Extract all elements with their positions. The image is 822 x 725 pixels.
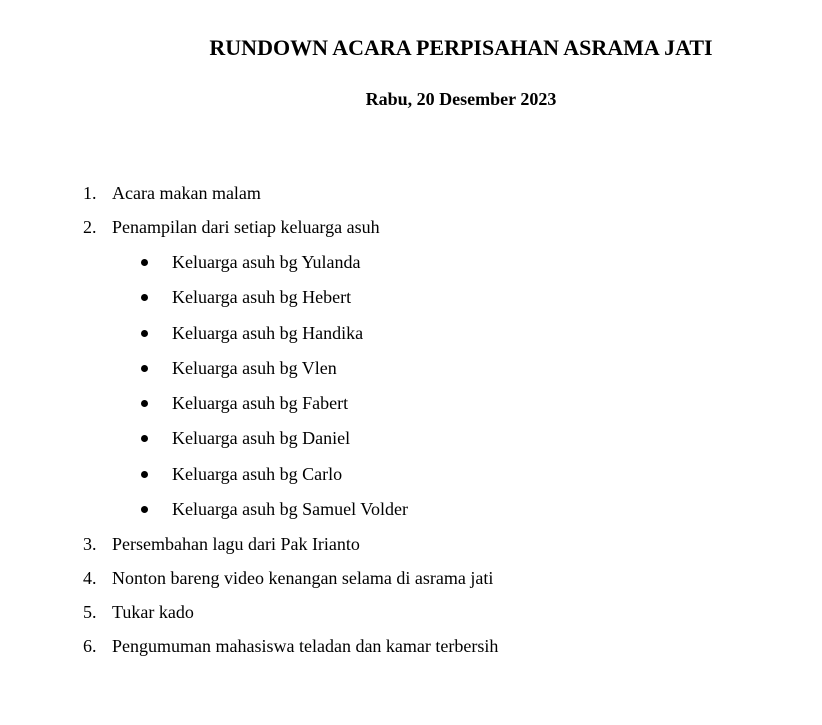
sublist-item (0, 386, 822, 421)
bullet-icon (141, 365, 148, 372)
sublist-text: Keluarga asuh bg Vlen (172, 357, 337, 378)
list-item-with-sublist (0, 210, 822, 527)
list-item (0, 527, 822, 561)
sublist-text: Keluarga asuh bg Handika (172, 322, 364, 343)
item-text: Nonton bareng video kenangan selama di asrama jati (112, 568, 494, 589)
sublist-text: Keluarga asuh bg Daniel (172, 428, 351, 449)
rundown-list (0, 176, 822, 663)
sublist-text: Keluarga asuh bg Yulanda (172, 252, 361, 272)
bullet-icon (141, 435, 148, 442)
document-title: RUNDOWN ACARA PERPISAHAN ASRAMA JATI (209, 35, 713, 60)
list-item (0, 629, 822, 663)
bullet-icon (141, 400, 148, 407)
list-item (0, 595, 822, 629)
item-number: 3. (83, 534, 97, 555)
item-number: 5. (83, 602, 97, 623)
sublist-item (0, 492, 822, 527)
bullet-icon (141, 471, 148, 478)
item-text: Persembahan lagu dari Pak Irianto (112, 534, 360, 555)
bullet-icon (141, 294, 148, 301)
bullet-icon (141, 330, 148, 337)
item-number: 2. (83, 217, 97, 237)
item-text: Tukar kado (112, 602, 194, 623)
sublist-text: Keluarga asuh bg Samuel Volder (172, 499, 408, 520)
item-text: Penampilan dari setiap keluarga asuh (112, 217, 380, 237)
sublist-text: Keluarga asuh bg Hebert (172, 287, 352, 308)
bullet-icon (141, 259, 148, 266)
family-sublist (0, 245, 822, 527)
sublist-item (0, 316, 822, 351)
list-item (0, 176, 822, 210)
sublist-item (0, 245, 822, 280)
item-number: 1. (83, 183, 97, 203)
item-number: 4. (83, 568, 97, 589)
item-text: Pengumuman mahasiswa teladan dan kamar terbersih (112, 636, 499, 657)
item-text: Acara makan malam (112, 183, 261, 203)
document-date: Rabu, 20 Desember 2023 (365, 89, 557, 109)
sublist-text: Keluarga asuh bg Fabert (172, 393, 349, 414)
sublist-text: Keluarga asuh bg Carlo (172, 463, 343, 484)
sublist-item (0, 351, 822, 386)
bullet-icon (141, 506, 148, 513)
sublist-item (0, 280, 822, 315)
list-item (0, 561, 822, 595)
item-number: 6. (83, 636, 97, 657)
sublist-item (0, 421, 822, 456)
sublist-item (0, 457, 822, 492)
list-item (0, 210, 822, 244)
